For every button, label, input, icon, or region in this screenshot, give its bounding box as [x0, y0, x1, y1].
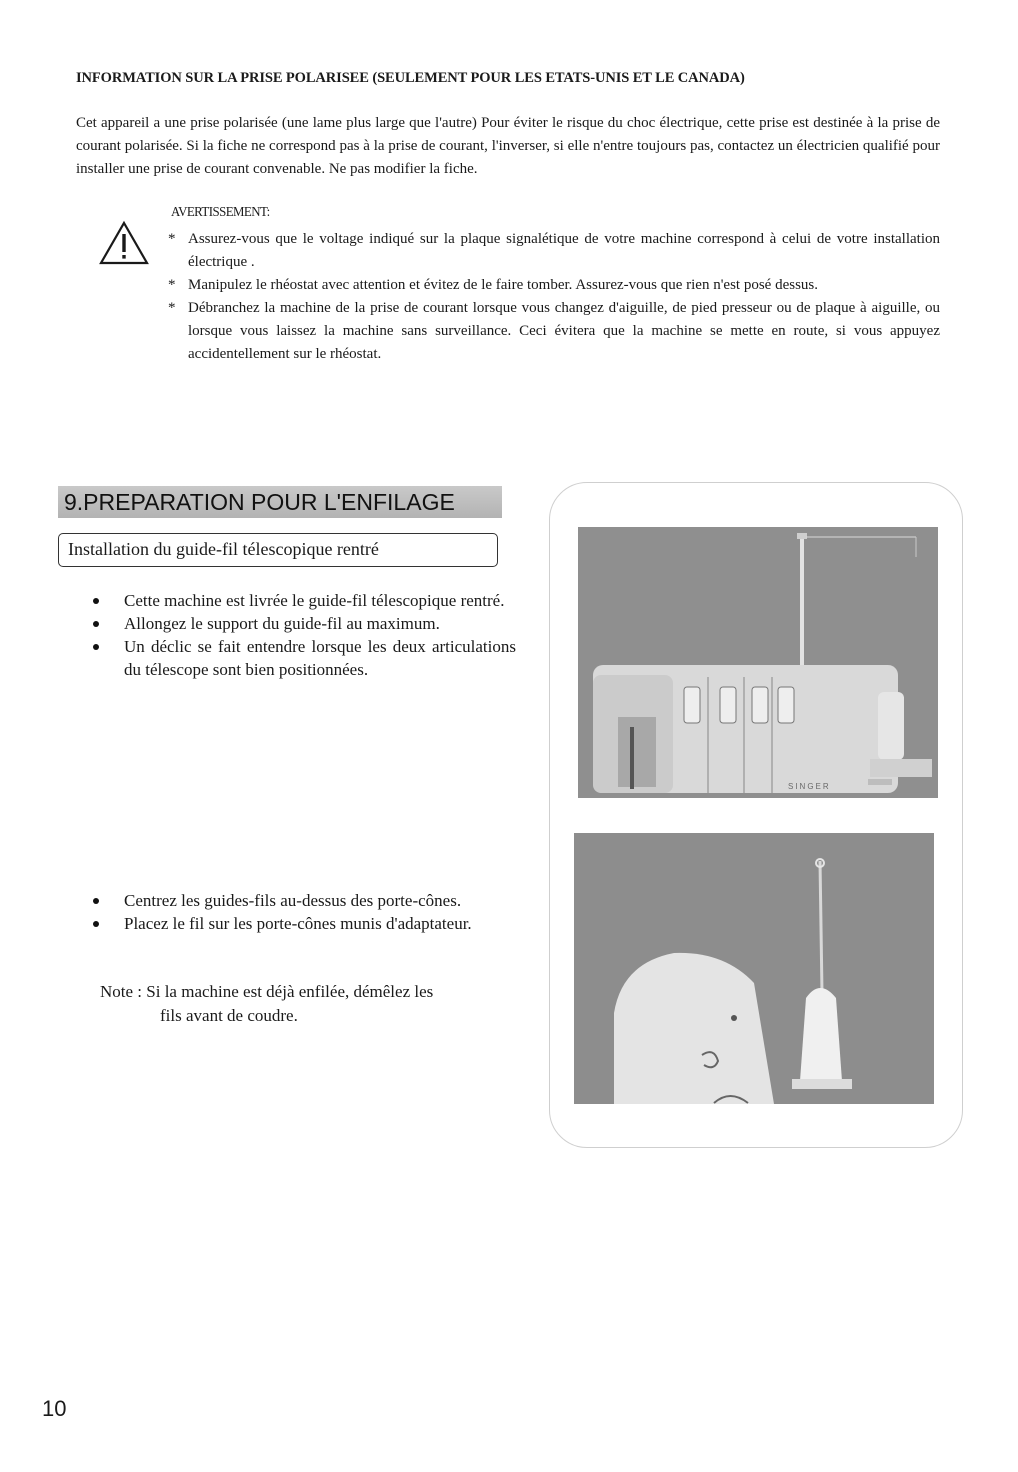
asterisk-marker: *	[168, 231, 176, 247]
warning-item-text: Débranchez la machine de la prise de courant lorsque vous changez d'aiguille, de pied presseur ou de plaque à aiguille, ou lorsque vous laissez la machine sans surveillance. Ceci évitera que la machine se mette en route, si vous appuyez accidentellement sur le rhéostat.	[188, 300, 940, 362]
warning-item-text: Assurez-vous que le voltage indiqué sur la plaque signalétique de votre machine correspond à celui de votre installation électrique .	[188, 231, 940, 270]
note-line-2: fils avant de coudre.	[160, 1006, 298, 1025]
warning-item	[168, 274, 940, 297]
warning-item	[168, 228, 940, 274]
list-item	[80, 612, 516, 635]
list-item-text: Allongez le support du guide-fil au maximum.	[124, 614, 440, 633]
list-item-text: Un déclic se fait entendre lorsque les deux articulations du télescope sont bien positionnées.	[124, 637, 516, 679]
list-item	[80, 889, 530, 912]
list-item	[80, 589, 516, 612]
list-item	[80, 635, 516, 681]
info-paragraph: Cet appareil a une prise polarisée (une lame plus large que l'autre) Pour éviter le risque du choc électrique, cette prise est destinée à la prise de courant polarisée. Si la fiche ne correspond pas à la prise de courant, l'inverser, si elle n'entre toujours pas, contactez un électricien qualifié pour installer une prise de courant convenable. Ne pas modifier la fiche.	[76, 115, 940, 177]
page-number: 10	[42, 1396, 67, 1421]
note-line-1: Note : Si la machine est déjà enfilée, démêlez les	[100, 982, 434, 1001]
serger-machine-photo	[578, 527, 938, 798]
instruction-list-1	[80, 589, 516, 681]
info-heading: INFORMATION SUR LA PRISE POLARISEE (SEULEMENT POUR LES ETATS-UNIS ET LE CANADA)	[76, 70, 745, 86]
list-item-text: Cette machine est livrée le guide-fil télescopique rentré.	[124, 591, 505, 610]
note	[100, 980, 520, 1028]
asterisk-marker: *	[168, 300, 176, 316]
cone-holder-photo	[574, 833, 934, 1104]
subheading-box: Installation du guide-fil télescopique rentré	[58, 533, 498, 567]
list-item	[80, 912, 530, 935]
list-item-text: Centrez les guides-fils au-dessus des porte-cônes.	[124, 891, 462, 910]
list-item-text: Placez le fil sur les porte-cônes munis d'adaptateur.	[124, 914, 472, 933]
warning-list	[168, 228, 940, 366]
bullet-dot-icon	[93, 898, 99, 904]
asterisk-marker: *	[168, 277, 176, 293]
bullet-dot-icon	[93, 621, 99, 627]
brand-label: SINGER	[788, 782, 831, 791]
warning-item-text: Manipulez le rhéostat avec attention et évitez de le faire tomber. Assurez-vous que rien n'est posé dessus.	[188, 277, 818, 293]
warning-triangle-icon	[98, 220, 150, 266]
bullet-dot-icon	[93, 644, 99, 650]
warning-item	[168, 297, 940, 366]
warning-title: AVERTISSEMENT:	[171, 205, 270, 220]
bullet-dot-icon	[93, 921, 99, 927]
section-title: 9.PREPARATION POUR L'ENFILAGE	[58, 486, 502, 518]
instruction-list-2	[80, 889, 530, 935]
bullet-dot-icon	[93, 598, 99, 604]
